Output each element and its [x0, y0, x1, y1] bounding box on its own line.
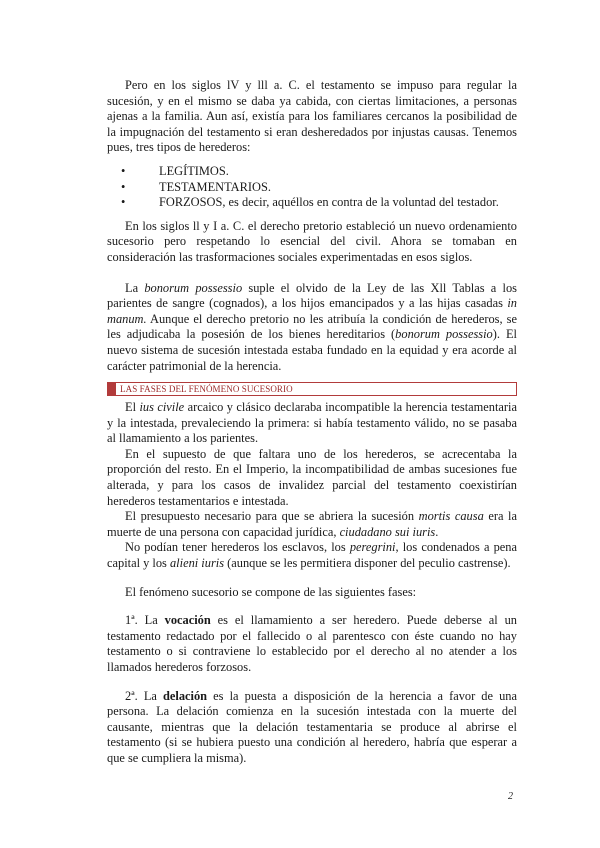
bullet-icon: • [121, 195, 126, 210]
italic-term: bonorum possessio [144, 280, 243, 295]
text-run: arcaico y clásico declaraba incompatible la herencia testamentaria y la intestada, prevaleciendo la primera: si había testamento válido, no se pasaba al llamamiento a los parientes. [107, 400, 518, 446]
text-run: El [125, 400, 140, 415]
text-run: ). El nuevo sistema de sucesión intestada estaba fundado en la equidad y era acorde al carácter patrimonial de la herencia. [107, 327, 517, 373]
text-run: No podían tener herederos los esclavos, los [125, 540, 350, 555]
italic-term: mortis causa [418, 509, 484, 524]
text-run: El presupuesto necesario para que se abriera la sucesión [125, 509, 419, 524]
paragraph-praetorian-law [107, 219, 517, 266]
section-accent-bar [108, 383, 116, 395]
paragraph-ius-civile [107, 400, 517, 447]
paragraph-text: En el supuesto de que faltara uno de los herederos, se acrecentaba la proporción del resto. En el Imperio, la incompatibilidad de ambas sucesiones fue alterada, y para los casos de invalidez parcial del testamento coexistirían herederos testamentarios e intestada. [107, 446, 517, 508]
list-item [107, 195, 517, 211]
document-body [107, 78, 517, 767]
list-item-label: LEGÍTIMOS. [159, 163, 229, 178]
text-run: Aunque el derecho pretorio no les atribuía la condición de herederos, se les adjudicaba la posesión de los bienes hereditarios ( [107, 311, 517, 342]
text-run: 2ª. La [125, 688, 163, 703]
text-run: , los condenados a pena capital y los [107, 540, 517, 571]
heir-types-list [107, 164, 517, 211]
paragraph-delacion [107, 689, 517, 767]
page-number: 2 [508, 791, 513, 802]
italic-term: in manum. [107, 296, 517, 326]
text-run: es el llamamiento a ser heredero. Puede deberse al un testamento redactado por el fallecido o al parentesco con éste cuando no hay testamento o si contraviene lo establecido por el derecho al no atender a los llamados herederos forzosos. [107, 613, 517, 674]
paragraph-text: El fenómeno sucesorio se compone de las siguientes fases: [125, 584, 417, 599]
italic-term: ius civile [139, 400, 185, 415]
text-run: 1ª. La [125, 613, 165, 628]
section-heading [107, 382, 517, 396]
paragraph-phases-intro [107, 585, 517, 601]
text-run: La [125, 280, 145, 295]
italic-term: alieni iuris [169, 556, 225, 571]
bullet-icon: • [121, 163, 126, 178]
italic-term: ciudadano sui iuris [339, 524, 436, 539]
list-item-label: TESTAMENTARIOS. [159, 179, 271, 194]
text-run: es la puesta a disposición de la herencia a favor de una persona. La delación comienza en la sucesión intestada con la muerte del causante, mientras que la delación testamentaria se produce al abrirse el testamento (si se hubiera puesto una condición al heredero, habría que esperar a que se cumpliera la misma). [107, 688, 518, 765]
text-run: (aunque se les permitiera disponer del peculio castrense). [224, 556, 511, 571]
italic-term: bonorum possessio [395, 327, 493, 342]
list-item-label: FORZOSOS [159, 195, 223, 210]
section-heading-title: LAS FASES DEL FENÓMENO SUCESORIO [120, 384, 293, 395]
list-item [107, 164, 517, 180]
paragraph-no-heirs [107, 540, 517, 571]
text-run: suple el olvido de la Ley de las Xll Tablas a los parientes de sangre (cognados), a los hijos emancipados y a las hijas casadas [107, 280, 517, 311]
list-item [107, 180, 517, 196]
paragraph-vocacion [107, 613, 517, 675]
paragraph-text: En los siglos ll y I a. C. el derecho pretorio estableció un nuevo ordenamiento sucesorio pero respetando lo esencial del civil. Ahora se tomaban en consideración las trasformaciones sociales experimentadas en esos siglos. [107, 218, 517, 264]
paragraph-bonorum-possessio [107, 281, 517, 375]
bold-term: delación [163, 688, 208, 703]
text-run: era la muerte de una persona con capacidad jurídica, [107, 509, 517, 539]
italic-term: peregrini [349, 540, 396, 555]
paragraph-testament-origins [107, 78, 517, 156]
text-run: . [435, 524, 439, 539]
bold-term: vocación [164, 613, 211, 628]
paragraph-text: Pero en los siglos lV y lll a. C. el testamento se impuso para regular la sucesión, y en el mismo se daba ya cabida, con ciertas limitaciones, a personas ajenas a la familia. Aun así, existía para los familiares cercanos la posibilidad de la impugnación del testamento si eran desheredados por injustas causas. Tenemos pues, tres tipos de herederos: [107, 78, 517, 155]
paragraph-prerequisite [107, 509, 517, 540]
list-item-description: , es decir, aquéllos en contra de la voluntad del testador. [222, 195, 499, 210]
bullet-icon: • [121, 179, 126, 194]
paragraph-accretion [107, 447, 517, 509]
